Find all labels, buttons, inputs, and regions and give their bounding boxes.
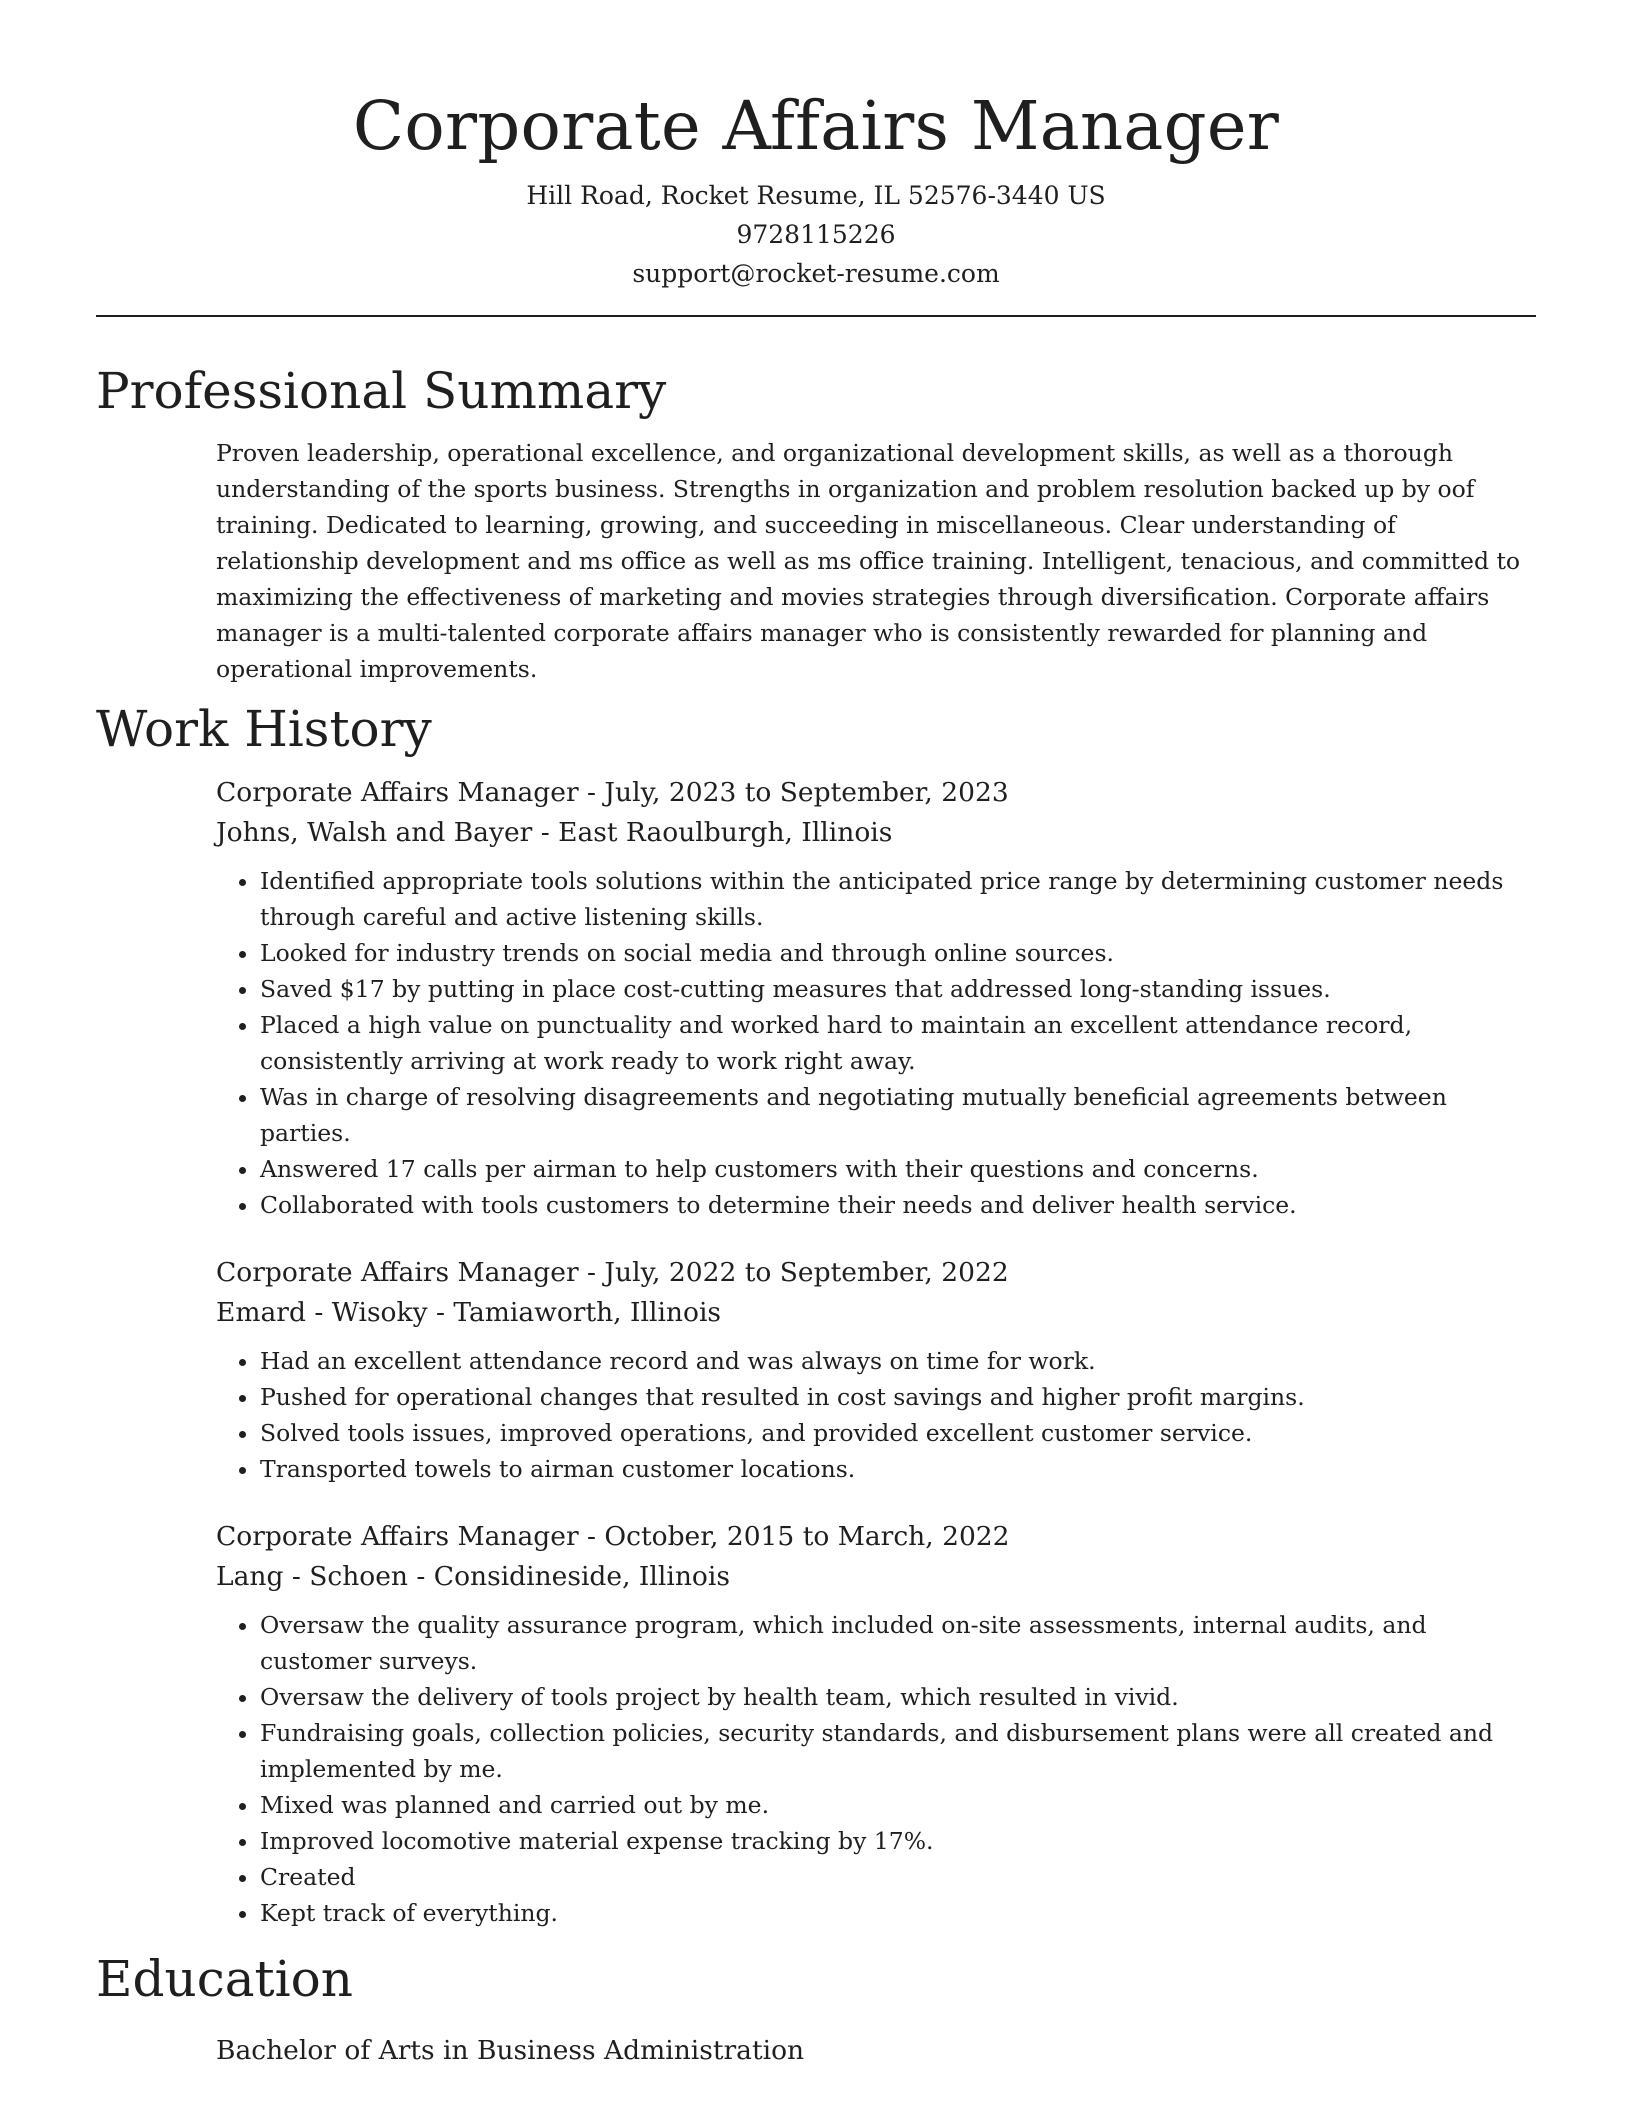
- job-entry: [216, 773, 1536, 1223]
- contact-block: [96, 176, 1536, 293]
- duty-item: • Answered 17 calls per airman to help customers with their questions and concerns.: [260, 1151, 1536, 1187]
- summary-section: [96, 361, 1536, 687]
- job-duties-list: [216, 1607, 1536, 1931]
- contact-address: Hill Road, Rocket Resume, IL 52576-3440 US: [526, 181, 1106, 210]
- duty-item: • Oversaw the quality assurance program, which included on-site assessments, internal audits, and customer surveys.: [260, 1607, 1536, 1679]
- resume-name: Corporate Affairs Manager: [352, 87, 1280, 165]
- summary-text: Proven leadership, operational excellence, and organizational development skills, as well as a thorough understanding of the sports business. Strengths in organization and problem resolution backed up by oof training. Dedicated to learning, growing, and succeeding in miscellaneous. Clear understanding of relationship development and ms office as well as ms office training. Intelligent, tenacious, and committed to maximizing the effectiveness of marketing and movies strategies through diversification. Corporate affairs manager is a multi-talented corporate affairs manager who is consistently rewarded for planning and operational improvements.: [216, 439, 1521, 683]
- duty-item: • Oversaw the delivery of tools project by health team, which resulted in vivid.: [260, 1679, 1536, 1715]
- duty-item: • Transported towels to airman customer locations.: [260, 1451, 1536, 1487]
- job-title-line: Corporate Affairs Manager - October, 2015 to March, 2022: [216, 1521, 1010, 1552]
- job-duties-list: [216, 863, 1536, 1223]
- duty-item: • Kept track of everything.: [260, 1895, 1536, 1931]
- duty-item: • Fundraising goals, collection policies, security standards, and disbursement plans were all created and implemented by me.: [260, 1715, 1536, 1787]
- duty-item: • Collaborated with tools customers to determine their needs and deliver health service.: [260, 1187, 1536, 1223]
- resume-header: [96, 0, 1536, 293]
- duty-item: • Mixed was planned and carried out by me.: [260, 1787, 1536, 1823]
- contact-phone: 9728115226: [736, 220, 896, 249]
- job-entry: [216, 1517, 1536, 1931]
- duty-item: • Had an excellent attendance record and was always on time for work.: [260, 1343, 1536, 1379]
- job-title-line: Corporate Affairs Manager - July, 2023 to September, 2023: [216, 777, 1009, 808]
- duty-item: • Looked for industry trends on social media and through online sources.: [260, 935, 1536, 971]
- work-history-section: [96, 699, 1536, 1931]
- job-company-line: Emard - Wisoky - Tamiaworth, Illinois: [216, 1297, 722, 1328]
- job-entry: [216, 1253, 1536, 1487]
- education-section: [96, 1949, 1536, 2071]
- duty-item: • Was in charge of resolving disagreements and negotiating mutually beneficial agreements between parties.: [260, 1079, 1536, 1151]
- job-company-line: Lang - Schoen - Considineside, Illinois: [216, 1561, 730, 1592]
- contact-email: support@rocket-resume.com: [632, 259, 1000, 288]
- duty-item: • Created: [260, 1859, 1536, 1895]
- duty-item: • Saved $17 by putting in place cost-cutting measures that addressed long-standing issues.: [260, 971, 1536, 1007]
- summary-heading: Professional Summary: [96, 362, 667, 420]
- duty-item: • Identified appropriate tools solutions within the anticipated price range by determining customer needs through careful and active listening skills.: [260, 863, 1536, 935]
- job-duties-list: [216, 1343, 1536, 1487]
- job-company-line: Johns, Walsh and Bayer - East Raoulburgh, Illinois: [216, 817, 893, 848]
- work-history-heading: Work History: [96, 700, 432, 758]
- education-heading: Education: [96, 1950, 353, 2008]
- resume-page: [96, 0, 1536, 2071]
- duty-item: • Pushed for operational changes that resulted in cost savings and higher profit margins.: [260, 1379, 1536, 1415]
- education-item: Bachelor of Arts in Business Administration: [216, 2035, 805, 2066]
- duty-item: • Improved locomotive material expense tracking by 17%.: [260, 1823, 1536, 1859]
- duty-item: • Placed a high value on punctuality and worked hard to maintain an excellent attendance record, consistently arriving at work ready to work right away.: [260, 1007, 1536, 1079]
- duty-item: • Solved tools issues, improved operations, and provided excellent customer service.: [260, 1415, 1536, 1451]
- job-title-line: Corporate Affairs Manager - July, 2022 to September, 2022: [216, 1257, 1009, 1288]
- header-divider: [96, 315, 1536, 317]
